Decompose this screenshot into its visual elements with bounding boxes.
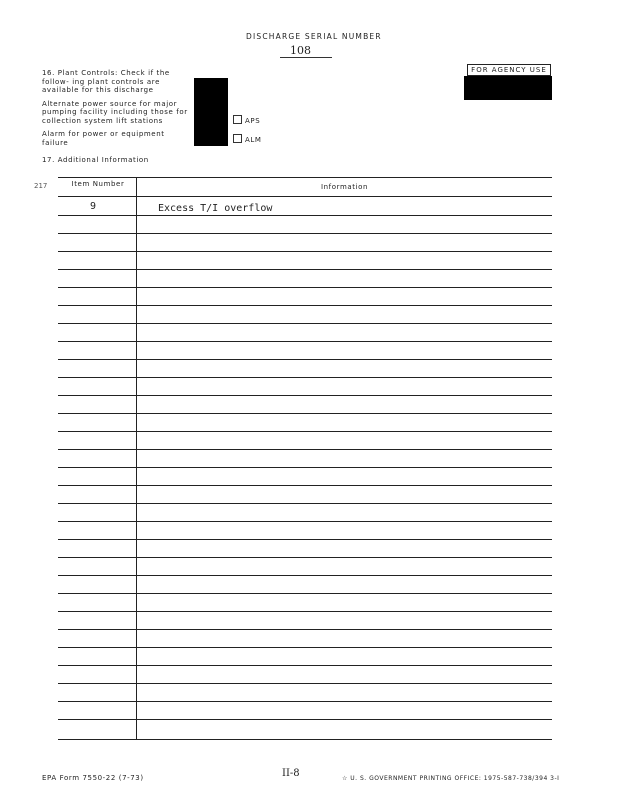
table-row-line	[58, 269, 552, 270]
column-header-information: Information	[320, 183, 369, 191]
form-code-mark: 217	[34, 182, 48, 190]
printing-office-note: ☆ U. S. GOVERNMENT PRINTING OFFICE: 1975-587-738/394 3-I	[342, 775, 560, 782]
section-16-redaction	[194, 78, 228, 146]
table-row-line	[58, 233, 552, 234]
table-top-border	[58, 177, 552, 178]
table-row-line	[58, 485, 552, 486]
table-row-line	[58, 739, 552, 740]
question-alarm: Alarm for power or equipment failure	[42, 130, 165, 147]
table-row-line	[58, 341, 552, 342]
page-number: II-8	[282, 768, 300, 779]
table-row-line	[58, 593, 552, 594]
table-column-divider	[136, 177, 137, 740]
table-row-line	[58, 251, 552, 252]
question-alternate-power: Alternate power source for major pumping facility including those for collection system lift stations	[42, 99, 188, 125]
table-row-line	[58, 557, 552, 558]
discharge-serial-underline	[280, 57, 332, 58]
table-row-line	[58, 431, 552, 432]
table-row-line	[58, 521, 552, 522]
table-row-line	[58, 701, 552, 702]
table-row-line	[58, 215, 552, 216]
table-row-line	[58, 647, 552, 648]
discharge-serial-label: DISCHARGE SERIAL NUMBER	[246, 32, 382, 41]
table-header-border	[58, 196, 552, 197]
table-row-line	[58, 377, 552, 378]
row-1-information[interactable]: Excess T/I overflow	[158, 203, 273, 214]
section-16-heading: 16. Plant Controls: Check if the follow- ing plant controls are available for this discharge	[42, 69, 170, 94]
table-row-line	[58, 575, 552, 576]
table-row-line	[58, 467, 552, 468]
table-row-line	[58, 287, 552, 288]
table-row-line	[58, 395, 552, 396]
agency-use-redaction	[464, 76, 552, 100]
column-header-item-number: Item Number	[71, 180, 125, 188]
checkbox-alm-box[interactable]	[233, 134, 242, 143]
checkbox-alm[interactable]	[233, 134, 262, 144]
table-row-line	[58, 665, 552, 666]
table-row-line	[58, 719, 552, 720]
agency-use-box: FOR AGENCY USE	[467, 64, 551, 76]
table-row-line	[58, 683, 552, 684]
table-row-line	[58, 449, 552, 450]
table-row-line	[58, 359, 552, 360]
table-row-line	[58, 539, 552, 540]
row-1-item-number[interactable]: 9	[90, 201, 97, 212]
checkbox-aps-label: APS	[245, 117, 261, 125]
checkbox-alm-label: ALM	[245, 136, 262, 144]
table-row-line	[58, 629, 552, 630]
table-row-line	[58, 611, 552, 612]
checkbox-aps[interactable]	[233, 115, 260, 125]
checkbox-aps-box[interactable]	[233, 115, 242, 124]
section-16	[42, 69, 192, 152]
form-identifier: EPA Form 7550-22 (7-73)	[42, 774, 144, 782]
table-row-line	[58, 323, 552, 324]
discharge-serial-value: 108	[290, 44, 311, 57]
section-17-heading: 17. Additional Information	[42, 156, 149, 164]
table-row-line	[58, 503, 552, 504]
table-row-line	[58, 305, 552, 306]
table-row-line	[58, 413, 552, 414]
